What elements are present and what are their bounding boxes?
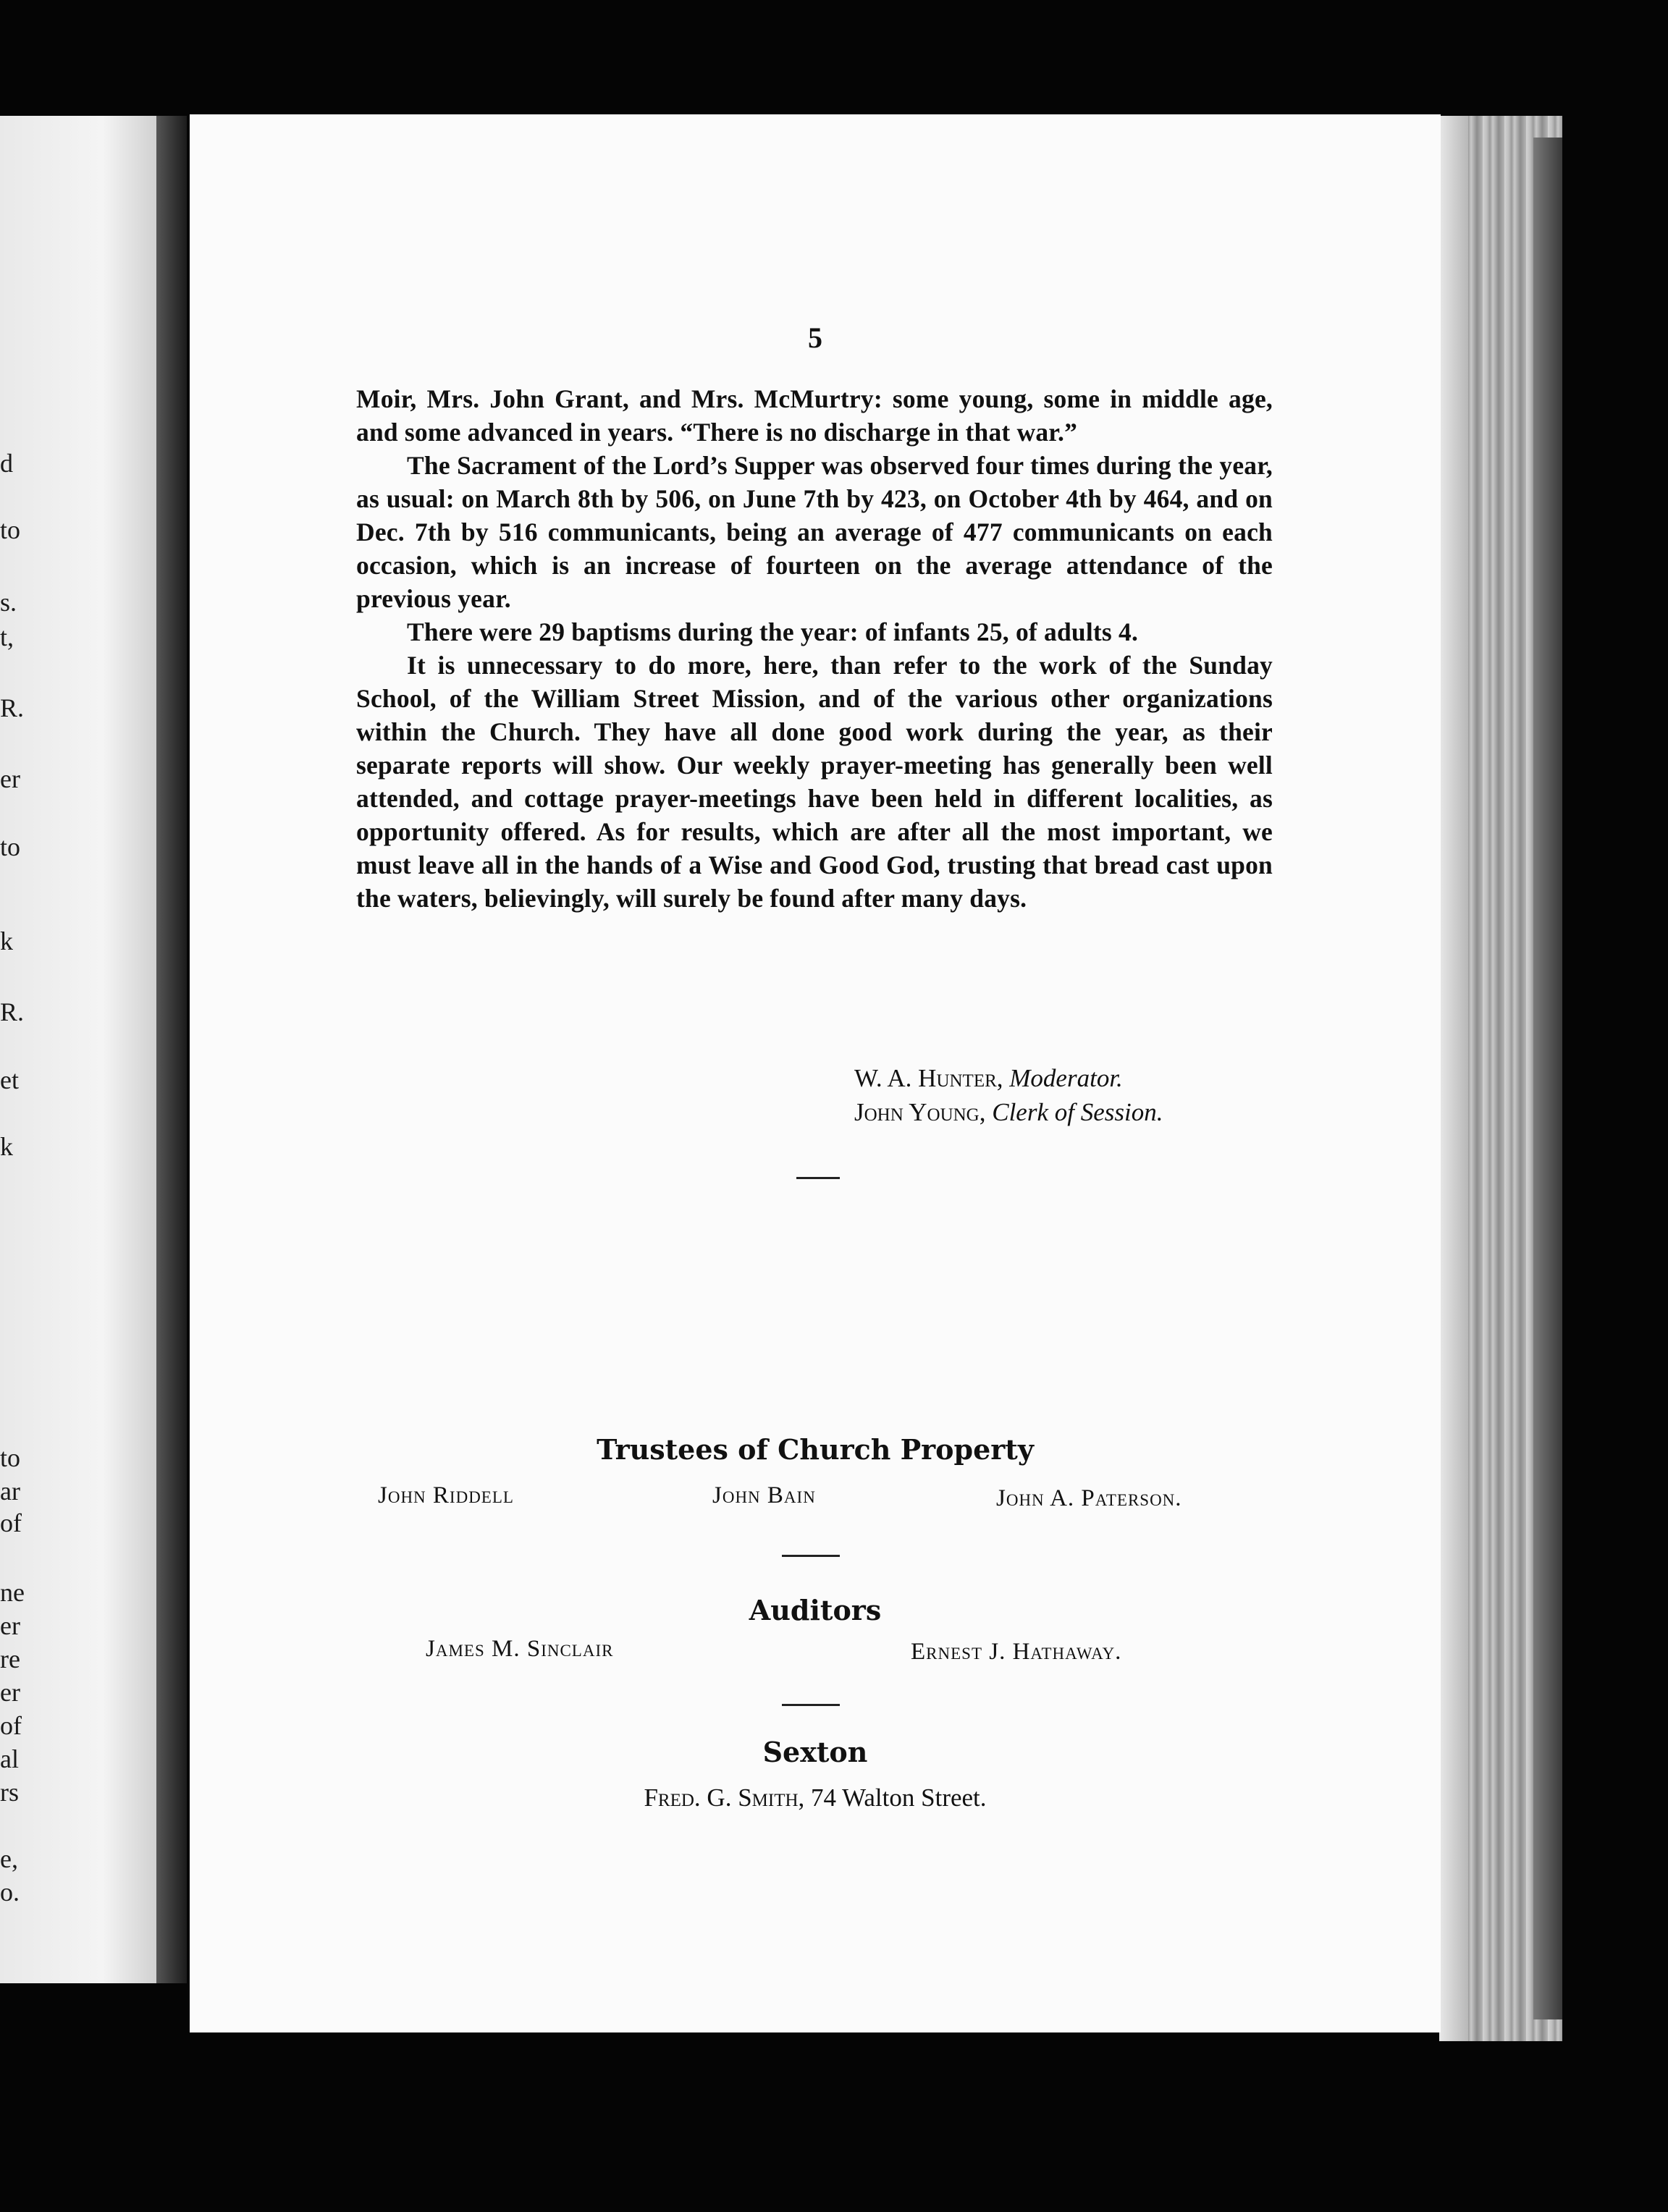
left-fragment: of: [0, 1508, 22, 1537]
left-fragment: er: [0, 1678, 20, 1707]
page-number: 5: [808, 321, 822, 354]
left-fragment: k: [0, 1132, 13, 1161]
trustee-name: John Bain: [712, 1482, 816, 1508]
left-fragment: e,: [0, 1844, 18, 1873]
auditors-heading: Auditors: [749, 1594, 882, 1626]
trustees-heading: Trustees of Church Property: [597, 1433, 1034, 1466]
sexton-heading: Sexton: [762, 1736, 868, 1768]
book-gutter: [156, 116, 187, 1983]
left-fragment: er: [0, 764, 20, 793]
divider: [782, 1704, 840, 1706]
right-page: [190, 114, 1441, 2032]
left-fragment: to: [0, 832, 21, 861]
left-fragment: to: [0, 515, 21, 544]
report-body: [356, 382, 1273, 915]
signature-role: Clerk of Session.: [992, 1098, 1163, 1126]
left-fragment: al: [0, 1744, 19, 1773]
left-fragment: R.: [0, 997, 25, 1026]
left-page-fragments: [0, 116, 43, 1983]
signature-clerk: [854, 1095, 1163, 1129]
trustee-name: John A. Paterson.: [996, 1485, 1182, 1511]
sexton-name: Fred. G. Smith,: [644, 1783, 805, 1812]
divider: [782, 1555, 840, 1557]
left-fragment: rs: [0, 1778, 19, 1807]
left-fragment: t,: [0, 622, 14, 651]
signature-role: Moderator.: [1009, 1064, 1123, 1092]
left-fragment: er: [0, 1611, 20, 1640]
signature-name: W. A. Hunter,: [854, 1064, 1003, 1092]
divider: [796, 1177, 840, 1179]
trustee-name: John Riddell: [378, 1482, 514, 1508]
left-fragment: d: [0, 449, 13, 478]
paragraph: There were 29 baptisms during the year: of infants 25, of adults 4.: [407, 617, 1139, 646]
left-fragment: ne: [0, 1578, 25, 1607]
signature-moderator: [854, 1061, 1163, 1095]
sexton-line: [190, 1783, 1441, 1812]
left-fragment: to: [0, 1443, 21, 1472]
page-content: [190, 114, 1441, 2032]
signatures: [854, 1061, 1163, 1129]
auditor-name: James M. Sinclair: [426, 1636, 614, 1662]
left-fragment: et: [0, 1065, 19, 1094]
sexton-address: 74 Walton Street.: [811, 1783, 987, 1812]
paragraph: Moir, Mrs. John Grant, and Mrs. McMurtry: some young, some in middle age, and some advanced in years. “There is no discharge in that war.”: [356, 384, 1273, 447]
page-edges: [1439, 116, 1562, 2041]
paragraph: The Sacrament of the Lord’s Supper was observed four times during the year, as usual: on March 8th by 506, on June 7th by 423, on October 4th by 464, and on Dec. 7th by 516 communicants, being an average of 477 communicants on each occasion, which is an increase of fourteen on the average attendance of the previous year.: [356, 451, 1273, 613]
auditor-name: Ernest J. Hathaway.: [911, 1639, 1122, 1665]
signature-name: John Young,: [854, 1098, 986, 1126]
left-fragment: R.: [0, 693, 25, 722]
paragraph: It is unnecessary to do more, here, than refer to the work of the Sunday School, of the William Street Mission, and of the various other organizations within the Church. They have all done good work during the year, as their separate reports will show. Our weekly prayer-meeting has generally been well attended, and cottage prayer-meetings have been held in different localities, as opportunity offered. As for results, which are after all the most important, we must leave all in the hands of a Wise and Good God, trusting that bread cast upon the waters, believingly, will surely be found after many days.: [356, 651, 1273, 913]
left-fragment: s.: [0, 588, 17, 617]
left-page: [0, 116, 187, 1983]
left-fragment: of: [0, 1711, 22, 1740]
left-fragment: k: [0, 926, 13, 955]
left-fragment: ar: [0, 1477, 20, 1506]
left-fragment: re: [0, 1645, 20, 1673]
left-fragment: o.: [0, 1878, 20, 1907]
